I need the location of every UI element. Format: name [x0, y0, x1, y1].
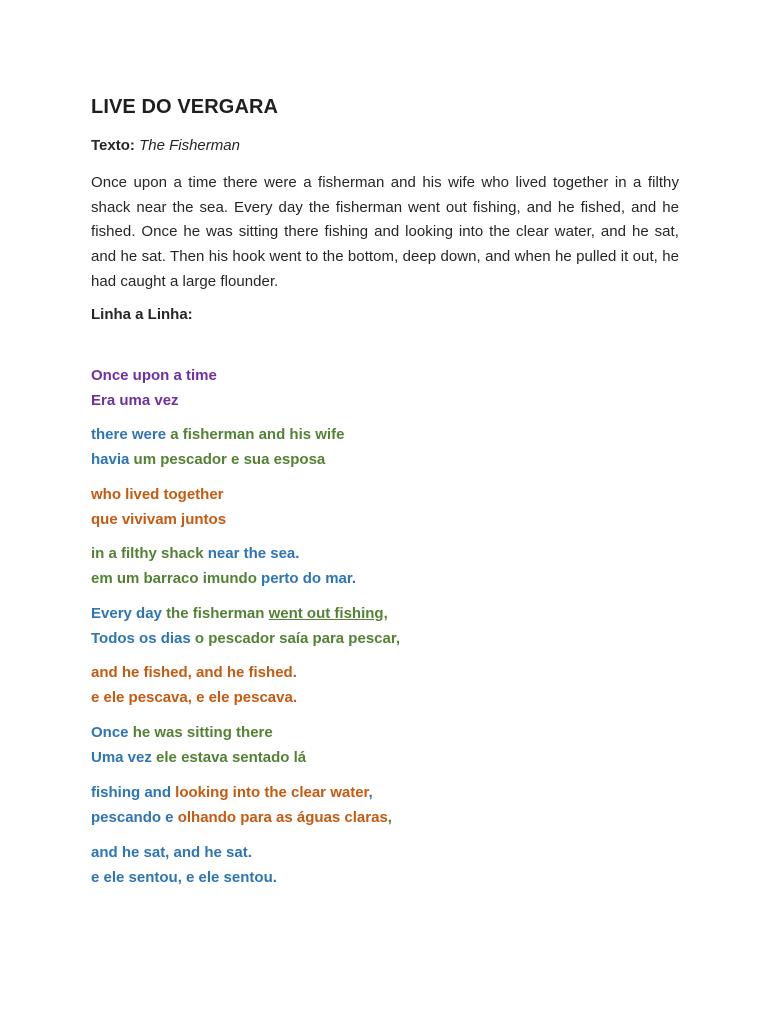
- phrase-segment: he was sitting there: [132, 724, 273, 741]
- phrase-segment: ,: [383, 605, 388, 622]
- phrase-segment: pescando e: [91, 809, 178, 826]
- phrase-segment: a fisherman and his wife: [170, 426, 345, 443]
- english-line: [91, 541, 691, 566]
- phrase-segment: que vivivam juntos: [91, 511, 227, 528]
- translation-pair: [91, 601, 691, 651]
- phrase-segment: Era uma vez: [91, 392, 179, 409]
- english-line: [91, 660, 691, 685]
- texto-title: The Fisherman: [139, 137, 240, 154]
- translation-pair: [91, 660, 691, 710]
- phrase-segment: and he sat, and he sat.: [91, 844, 252, 861]
- translation-pair: [91, 840, 691, 890]
- phrase-segment: looking into the clear water: [175, 784, 369, 801]
- translation-pair: [91, 541, 691, 591]
- translation-pair: [91, 720, 691, 770]
- phrase-segment: and he fished, and he fished.: [91, 664, 297, 681]
- portuguese-line: [91, 626, 691, 651]
- phrase-segment: in a filthy shack: [91, 545, 208, 562]
- portuguese-line: [91, 685, 691, 710]
- english-line: [91, 482, 691, 507]
- phrase-segment: o pescador saía para pescar,: [194, 630, 401, 647]
- phrase-segment: fishing and: [91, 784, 176, 801]
- phrase-segment: Todos os dias: [91, 630, 195, 647]
- linha-a-linha-heading: Linha a Linha:: [91, 306, 193, 323]
- english-line: [91, 363, 691, 388]
- phrase-segment: near the sea.: [207, 545, 300, 562]
- phrase-segment: went out fishing: [268, 605, 384, 622]
- phrase-segment: perto do mar.: [261, 570, 357, 587]
- phrase-segment: e ele sentou, e ele sentou.: [91, 869, 277, 886]
- portuguese-line: [91, 805, 691, 830]
- phrase-segment: Once: [91, 724, 133, 741]
- phrase-segment: Once upon a time: [91, 367, 217, 384]
- portuguese-line: [91, 566, 691, 591]
- texto-line: [91, 137, 240, 154]
- english-line: [91, 720, 691, 745]
- phrase-segment: ele estava sentado lá: [156, 749, 307, 766]
- phrase-segment: who lived together: [91, 486, 224, 503]
- portuguese-line: [91, 447, 691, 472]
- phrase-segment: e ele pescava, e ele pescava.: [91, 689, 297, 706]
- texto-label: Texto:: [91, 137, 135, 154]
- portuguese-line: [91, 745, 691, 770]
- portuguese-line: [91, 388, 691, 413]
- translation-pair: [91, 780, 691, 830]
- phrase-segment: there were: [91, 426, 171, 443]
- phrase-segment: um pescador e sua esposa: [133, 451, 326, 468]
- english-line: [91, 422, 691, 447]
- story-paragraph: Once upon a time there were a fisherman and his wife who lived together in a filthy shack near the sea. Every day the fisherman went out fishing, and he fished, and he fished. Once he was sitting there fishing and looking into the clear water, and he sat, and he sat. Then his hook went to the bottom, deep down, and when he pulled it out, he had caught a large flounder.: [91, 174, 679, 290]
- phrase-segment: havia: [91, 451, 134, 468]
- phrase-segment: olhando para as águas claras: [177, 809, 388, 826]
- translation-pair: [91, 422, 691, 472]
- document-title: LIVE DO VERGARA: [91, 96, 279, 118]
- phrase-segment: Uma vez: [91, 749, 157, 766]
- english-line: [91, 780, 691, 805]
- portuguese-line: [91, 507, 691, 532]
- phrase-segment: the fisherman: [166, 605, 269, 622]
- phrase-segment: ,: [368, 784, 373, 801]
- phrase-segment: em um barraco imundo: [91, 570, 262, 587]
- portuguese-line: [91, 865, 691, 890]
- translation-pair: [91, 363, 691, 413]
- english-line: [91, 601, 691, 626]
- phrase-segment: Every day: [91, 605, 167, 622]
- translation-pair: [91, 482, 691, 532]
- english-line: [91, 840, 691, 865]
- phrase-segment: ,: [387, 809, 392, 826]
